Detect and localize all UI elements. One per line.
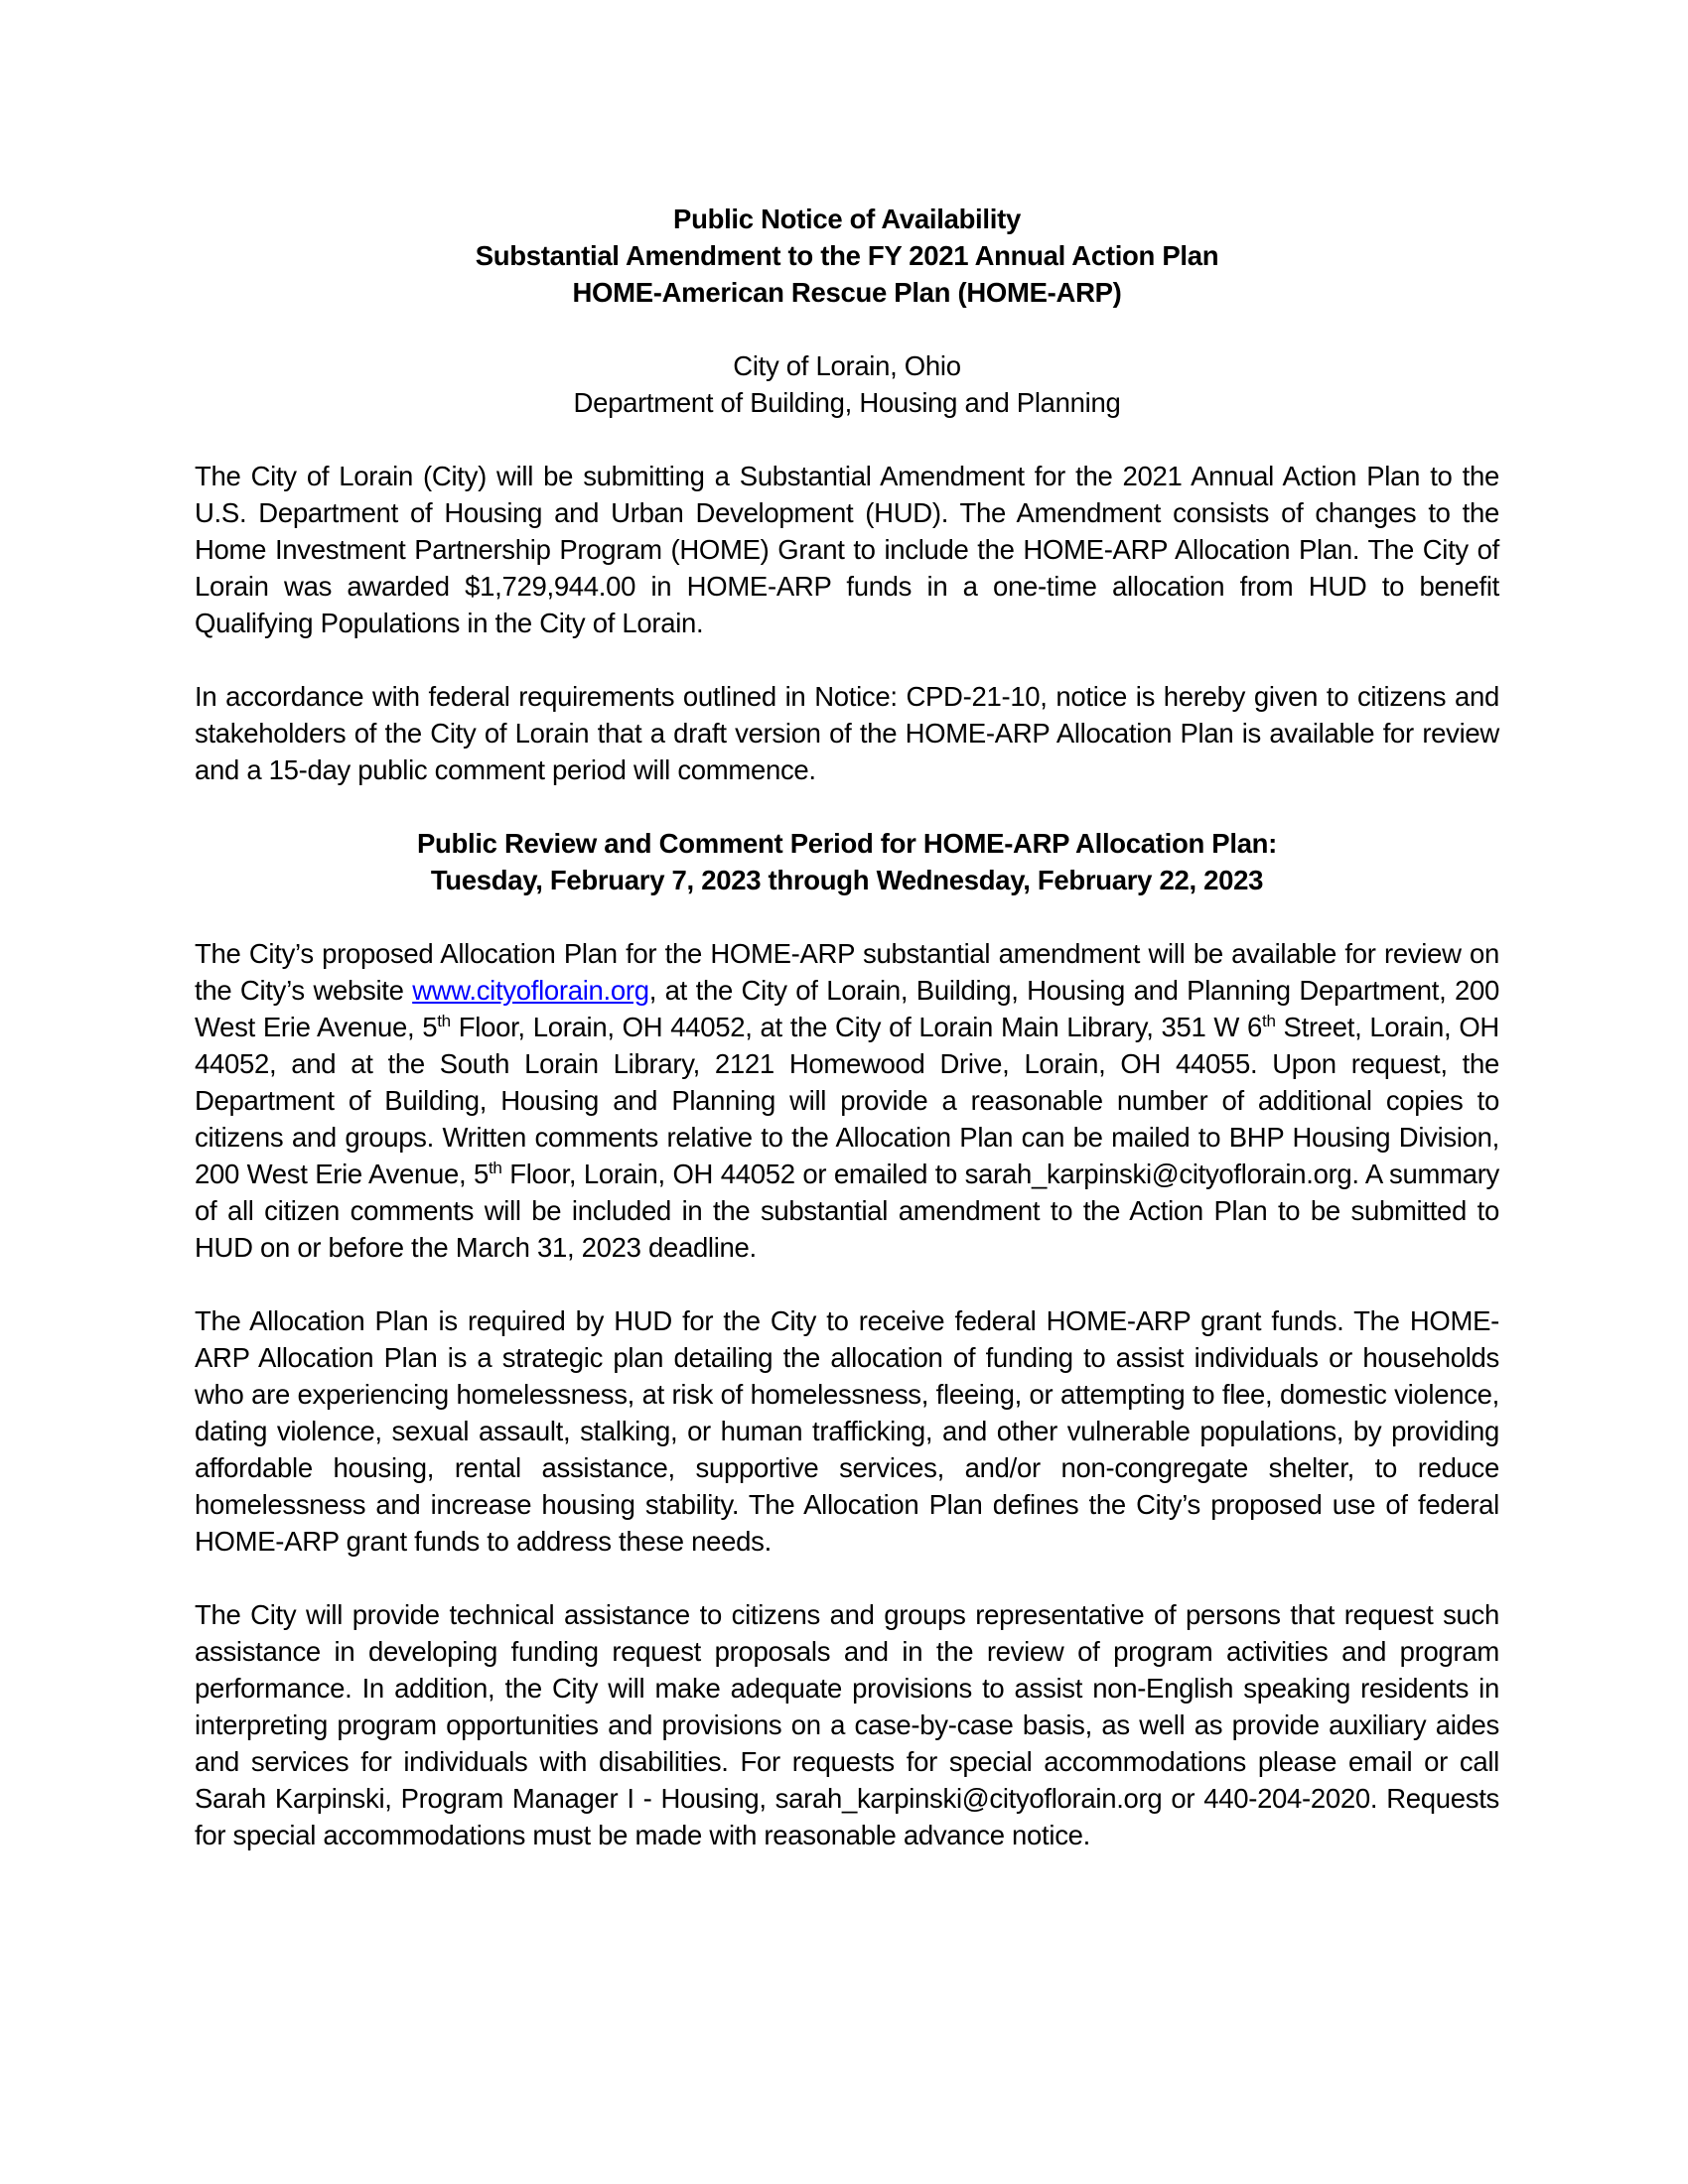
text-segment: In accordance with federal requirements outlined in Notice: CPD-21-10, notice is hereby given to citizens and stakeholders of the City of Lorain that a draft version of the HOME-ARP Allocation Plan is available for review and a 15-day public comment period will commence. — [195, 681, 1499, 785]
org-department-line: Department of Building, Housing and Planning — [573, 387, 1121, 418]
title-line-2: Substantial Amendment to the FY 2021 Annual Action Plan — [475, 240, 1219, 271]
website-link[interactable]: www.cityoflorain.org — [412, 975, 649, 1006]
paragraph-availability — [195, 935, 1499, 1266]
text-segment: The City’s proposed Allocation Plan for the HOME-ARP substantial amendment will be available for review on the City’s website — [195, 938, 1499, 1006]
paragraph-technical-assistance — [195, 1596, 1499, 1853]
title-line-3: HOME-American Rescue Plan (HOME-ARP) — [572, 277, 1122, 308]
text-segment: Floor, Lorain, OH 44052, at the City of Lorain Main Library, 351 W 6 — [450, 1012, 1263, 1042]
review-period-heading-line-1: Public Review and Comment Period for HOME-ARP Allocation Plan: — [416, 828, 1278, 859]
text-segment: The City will provide technical assistance to citizens and groups representative of persons that request such assistance in developing funding request proposals and in the review of program activities and program performance. In addition, the City will make adequate provisions to assist non-English speaking residents in interpreting program opportunities and provisions on a case-by-case basis, as well as provide auxiliary aides and services for individuals with disabilities. For requests for special accommodations please email or call Sarah Karpinski, Program Manager I - Housing, sarah_karpinski@cityoflorain.org or 440-204-2020. Requests for special accommodations must be made with reasonable advance notice. — [195, 1599, 1499, 1850]
paragraph-allocation-plan — [195, 1302, 1499, 1560]
review-period-heading — [195, 825, 1499, 898]
org-city-line: City of Lorain, Ohio — [733, 350, 961, 381]
paragraph-notice — [195, 678, 1499, 788]
spacer — [195, 311, 1499, 347]
paragraph-intro — [195, 458, 1499, 641]
text-segment: Floor, Lorain, OH 44052 or emailed to sarah_karpinski@cityoflorain.org. A summary of all citizen comments will be included in the substantial amendment to the Action Plan to be submitted to HUD on or before the March 31, 2023 deadline. — [195, 1159, 1500, 1263]
ordinal-superscript: th — [488, 1158, 502, 1177]
title-line-1: Public Notice of Availability — [673, 204, 1021, 234]
review-period-heading-line-2: Tuesday, February 7, 2023 through Wednesday, February 22, 2023 — [430, 865, 1264, 895]
ordinal-superscript: th — [1262, 1011, 1276, 1030]
spacer — [195, 421, 1499, 458]
text-segment: The Allocation Plan is required by HUD for the City to receive federal HOME-ARP grant funds. The HOME-ARP Allocation Plan is a strategic plan detailing the allocation of funding to assist individuals or households who are experiencing homelessness, at risk of homelessness, fleeing, or attempting to flee, domestic violence, dating violence, sexual assault, stalking, or human trafficking, and other vulnerable populations, by providing affordable housing, rental assistance, supportive services, and/or non-congregate shelter, to reduce homelessness and increase housing stability. The Allocation Plan defines the City’s proposed use of federal HOME-ARP grant funds to address these needs. — [195, 1305, 1499, 1557]
ordinal-superscript: th — [437, 1011, 451, 1030]
text-segment: Street, Lorain, OH 44052, and at the South Lorain Library, 2121 Homewood Drive, Lorain, OH 44055. Upon request, the Department of Building, Housing and Planning will provide a reasonable number of additional copies to citizens and groups. Written comments relative to the Allocation Plan can be mailed to BHP Housing Division, 200 West Erie Avenue, 5 — [195, 1012, 1499, 1189]
text-segment: The City of Lorain (City) will be submitting a Substantial Amendment for the 2021 Annual Action Plan to the U.S. Department of Housing and Urban Development (HUD). The Amendment consists of changes to the Home Investment Partnership Program (HOME) Grant to include the HOME-ARP Allocation Plan. The City of Lorain was awarded $1,729,944.00 in HOME-ARP funds in a one-time allocation from HUD to benefit Qualifying Populations in the City of Lorain. — [195, 461, 1499, 638]
document-title-block — [195, 201, 1499, 311]
organization-block — [195, 347, 1499, 421]
text-segment: , at the City of Lorain, Building, Housing and Planning Department, 200 West Erie Avenue, 5 — [195, 975, 1499, 1042]
